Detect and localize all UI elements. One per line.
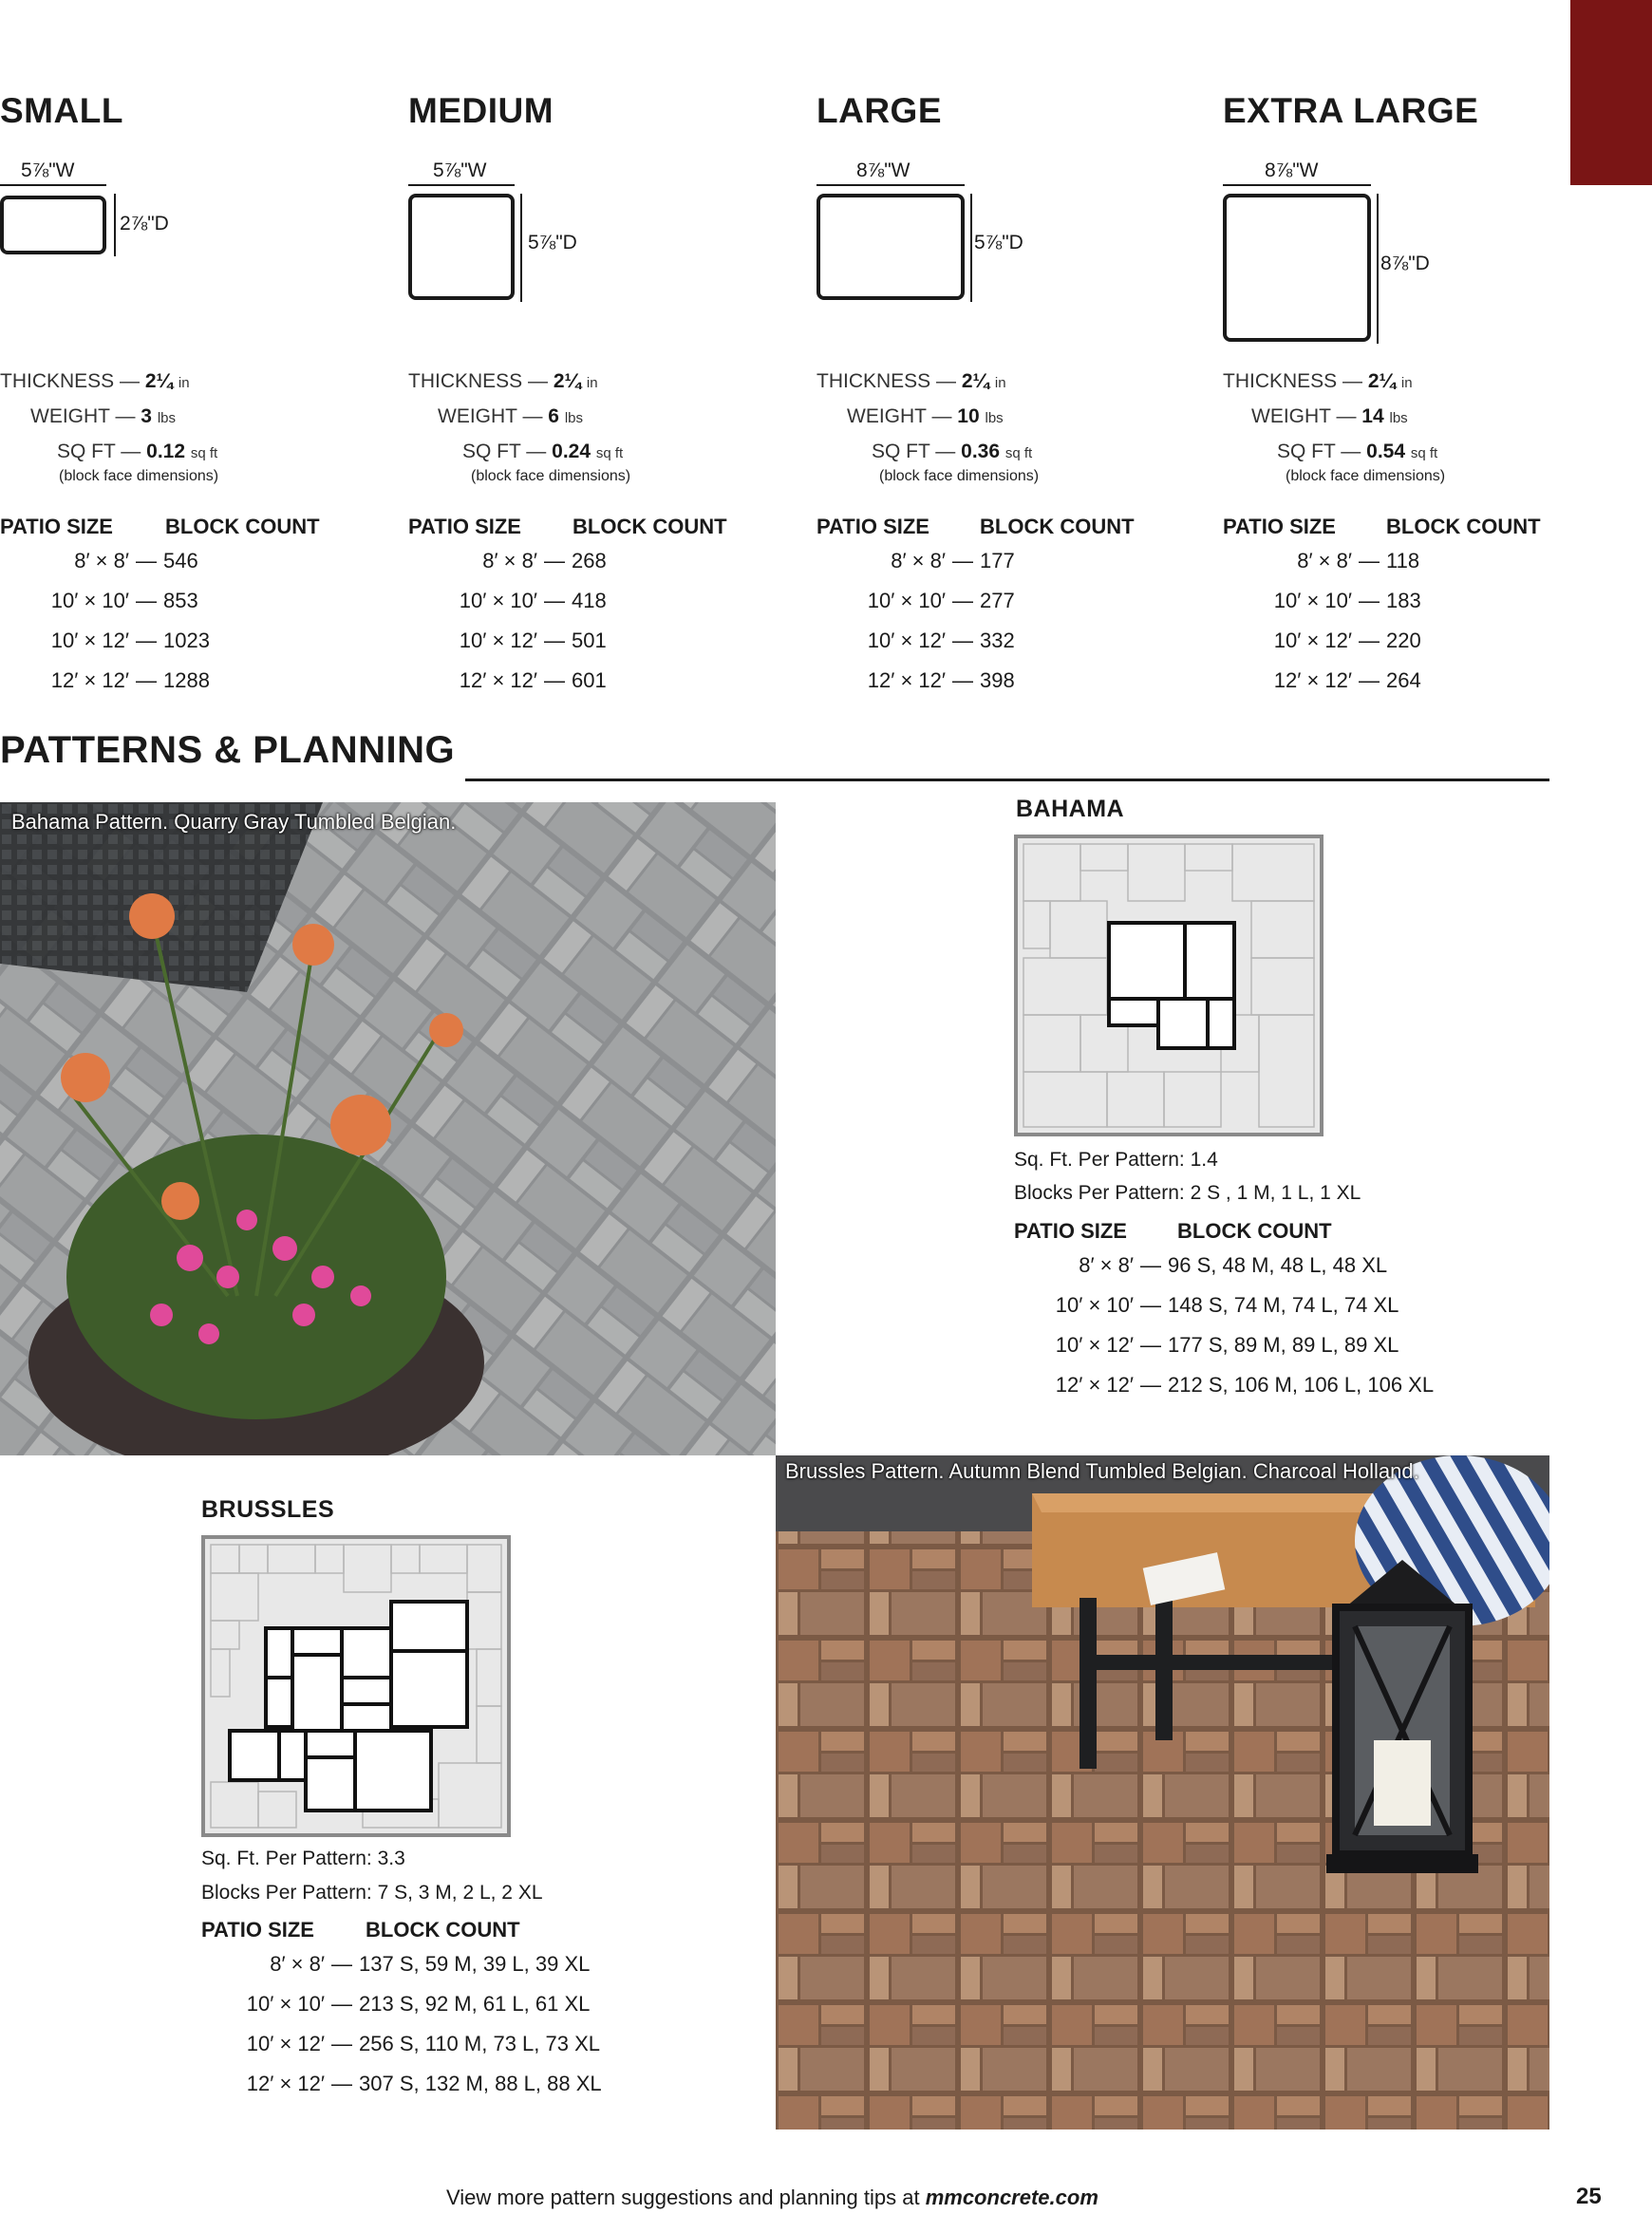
width-label: 8⅞"W bbox=[856, 159, 910, 181]
block-count-cell: 332 bbox=[980, 629, 1015, 652]
sqft-unit: sq ft bbox=[595, 445, 624, 461]
block-count-cell: 853 bbox=[163, 589, 198, 612]
thickness-spec bbox=[0, 370, 190, 393]
dash-separator: — bbox=[1359, 549, 1380, 572]
dash-separator: — bbox=[544, 629, 565, 652]
dash-separator: — bbox=[331, 2032, 352, 2055]
thickness-value: 2¼ bbox=[553, 370, 582, 392]
width-line bbox=[817, 184, 965, 186]
block-count-cell: 398 bbox=[980, 668, 1015, 692]
block-count-cell: 213 S, 92 M, 61 L, 61 XL bbox=[359, 1992, 591, 2016]
width-label: 8⅞"W bbox=[1265, 159, 1319, 181]
weight-spec bbox=[30, 405, 176, 428]
depth-line bbox=[520, 194, 522, 302]
thickness-value: 2¼ bbox=[961, 370, 990, 392]
weight-label: WEIGHT — bbox=[847, 405, 952, 427]
size-title: MEDIUM bbox=[408, 91, 554, 130]
patio-size-cell: 10′ × 12′ bbox=[867, 629, 946, 652]
block-count-cell: 118 bbox=[1386, 549, 1420, 572]
footer-link[interactable]: mmconcrete.com bbox=[925, 2186, 1098, 2209]
block-count-cell: 1023 bbox=[163, 629, 210, 652]
width-label: 5⅞"W bbox=[21, 159, 75, 181]
sqft-spec bbox=[872, 441, 1032, 463]
thickness-value: 2¼ bbox=[1367, 370, 1397, 392]
weight-value: 3 bbox=[141, 405, 152, 427]
bahama-photo-image bbox=[0, 802, 776, 1455]
dash-separator: — bbox=[544, 549, 565, 572]
dash-separator: — bbox=[136, 668, 157, 692]
sqft-spec bbox=[1277, 441, 1437, 463]
table-row bbox=[201, 1992, 590, 2017]
width-line bbox=[0, 184, 106, 186]
brussles-sqft-per-pattern: Sq. Ft. Per Pattern: 3.3 bbox=[201, 1848, 405, 1869]
size-title: EXTRA LARGE bbox=[1223, 91, 1479, 130]
dash-separator: — bbox=[1359, 589, 1380, 612]
table-row bbox=[408, 589, 607, 613]
thickness-spec bbox=[408, 370, 598, 393]
block-face-note: (block face dimensions) bbox=[471, 468, 631, 484]
patio-size-header: PATIO SIZE bbox=[1014, 1219, 1127, 1243]
block-count-cell: 148 S, 74 M, 74 L, 74 XL bbox=[1168, 1293, 1399, 1317]
patio-size-cell: 10′ × 10′ bbox=[246, 1992, 325, 2016]
patio-size-cell: 8′ × 8′ bbox=[1297, 549, 1352, 572]
patio-size-cell: 10′ × 10′ bbox=[50, 589, 129, 612]
patio-size-header: PATIO SIZE bbox=[817, 515, 929, 538]
sqft-value: 0.24 bbox=[552, 441, 591, 462]
weight-unit: lbs bbox=[564, 410, 584, 426]
weight-label: WEIGHT — bbox=[438, 405, 543, 427]
page-number: 25 bbox=[1576, 2184, 1602, 2209]
width-line bbox=[1223, 184, 1371, 186]
sqft-value: 0.54 bbox=[1366, 441, 1406, 462]
dash-separator: — bbox=[1140, 1253, 1161, 1277]
table-row bbox=[1014, 1333, 1399, 1358]
sqft-spec bbox=[57, 441, 217, 463]
block-outline bbox=[1223, 194, 1371, 342]
block-count-cell: 220 bbox=[1386, 629, 1421, 652]
sqft-label: SQ FT — bbox=[1277, 441, 1361, 462]
weight-value: 10 bbox=[957, 405, 980, 427]
block-outline bbox=[817, 194, 965, 300]
patio-size-header: PATIO SIZE bbox=[201, 1918, 314, 1942]
sqft-unit: sq ft bbox=[190, 445, 218, 461]
block-count-header: BLOCK COUNT bbox=[366, 1918, 520, 1942]
thickness-value: 2¼ bbox=[144, 370, 174, 392]
patio-size-cell: 10′ × 12′ bbox=[50, 629, 129, 652]
table-row bbox=[817, 668, 1015, 693]
weight-value: 6 bbox=[548, 405, 559, 427]
dash-separator: — bbox=[136, 549, 157, 572]
sqft-value: 0.36 bbox=[961, 441, 1001, 462]
patio-size-header: PATIO SIZE bbox=[408, 515, 521, 538]
sqft-value: 0.12 bbox=[146, 441, 186, 462]
depth-label: 8⅞"D bbox=[1380, 253, 1430, 274]
patio-size-cell: 10′ × 12′ bbox=[459, 629, 537, 652]
sqft-label: SQ FT — bbox=[57, 441, 141, 462]
dash-separator: — bbox=[331, 2072, 352, 2095]
block-count-cell: 546 bbox=[163, 549, 198, 572]
block-count-header: BLOCK COUNT bbox=[1386, 515, 1541, 538]
dash-separator: — bbox=[1140, 1333, 1161, 1357]
thickness-unit: in bbox=[994, 375, 1006, 391]
patio-size-cell: 12′ × 12′ bbox=[1273, 668, 1352, 692]
patio-size-cell: 8′ × 8′ bbox=[891, 549, 946, 572]
bahama-blocks-per-pattern: Blocks Per Pattern: 2 S , 1 M, 1 L, 1 XL bbox=[1014, 1182, 1361, 1204]
block-face-note: (block face dimensions) bbox=[879, 468, 1040, 484]
block-count-cell: 501 bbox=[572, 629, 607, 652]
block-count-cell: 418 bbox=[572, 589, 607, 612]
depth-label: 5⅞"D bbox=[974, 232, 1023, 253]
patio-size-cell: 8′ × 8′ bbox=[1079, 1253, 1134, 1277]
dash-separator: — bbox=[544, 589, 565, 612]
patio-size-cell: 12′ × 12′ bbox=[50, 668, 129, 692]
table-row bbox=[0, 629, 210, 653]
dash-separator: — bbox=[1359, 668, 1380, 692]
dash-separator: — bbox=[1140, 1293, 1161, 1317]
thickness-label: THICKNESS — bbox=[408, 370, 549, 392]
weight-value: 14 bbox=[1361, 405, 1384, 427]
table-row bbox=[0, 549, 198, 573]
table-row bbox=[201, 2072, 602, 2096]
depth-label: 5⅞"D bbox=[528, 232, 577, 253]
table-row bbox=[817, 589, 1015, 613]
dash-separator: — bbox=[1140, 1373, 1161, 1397]
patio-size-cell: 10′ × 10′ bbox=[867, 589, 946, 612]
pattern-name-brussles: BRUSSLES bbox=[201, 1496, 335, 1523]
table-row bbox=[817, 629, 1015, 653]
size-title: LARGE bbox=[817, 91, 942, 130]
bahama-photo bbox=[0, 802, 776, 1455]
dash-separator: — bbox=[952, 589, 973, 612]
thickness-spec bbox=[1223, 370, 1413, 393]
table-row bbox=[1223, 668, 1421, 693]
table-row bbox=[1223, 629, 1421, 653]
table-row bbox=[408, 629, 607, 653]
dash-separator: — bbox=[1359, 629, 1380, 652]
patio-size-cell: 10′ × 10′ bbox=[1273, 589, 1352, 612]
thickness-spec bbox=[817, 370, 1006, 393]
sqft-unit: sq ft bbox=[1004, 445, 1033, 461]
depth-label: 2⅞"D bbox=[120, 213, 169, 235]
table-row bbox=[0, 668, 210, 693]
brussles-blocks-per-pattern: Blocks Per Pattern: 7 S, 3 M, 2 L, 2 XL bbox=[201, 1882, 543, 1904]
block-face-note: (block face dimensions) bbox=[59, 468, 219, 484]
dash-separator: — bbox=[952, 549, 973, 572]
block-count-cell: 264 bbox=[1386, 668, 1421, 692]
thickness-unit: in bbox=[586, 375, 598, 391]
bahama-sqft-per-pattern: Sq. Ft. Per Pattern: 1.4 bbox=[1014, 1149, 1218, 1171]
weight-label: WEIGHT — bbox=[1251, 405, 1357, 427]
footer-note bbox=[446, 2186, 1098, 2210]
block-count-header: BLOCK COUNT bbox=[165, 515, 320, 538]
depth-line bbox=[970, 194, 972, 302]
width-label: 5⅞"W bbox=[433, 159, 487, 181]
pattern-name-bahama: BAHAMA bbox=[1016, 796, 1125, 822]
brussles-photo-image bbox=[776, 1455, 1549, 2130]
depth-line bbox=[1377, 194, 1379, 344]
sqft-label: SQ FT — bbox=[462, 441, 547, 462]
block-outline bbox=[0, 196, 106, 254]
patio-size-cell: 8′ × 8′ bbox=[270, 1952, 325, 1976]
table-row bbox=[1223, 589, 1421, 613]
block-count-cell: 212 S, 106 M, 106 L, 106 XL bbox=[1168, 1373, 1435, 1397]
dash-separator: — bbox=[952, 668, 973, 692]
dash-separator: — bbox=[331, 1992, 352, 2016]
block-count-cell: 137 S, 59 M, 39 L, 39 XL bbox=[359, 1952, 591, 1976]
chapter-tab bbox=[1570, 0, 1652, 185]
block-count-cell: 256 S, 110 M, 73 L, 73 XL bbox=[359, 2032, 600, 2055]
block-face-note: (block face dimensions) bbox=[1286, 468, 1446, 484]
block-count-header: BLOCK COUNT bbox=[1177, 1219, 1332, 1243]
table-row bbox=[1014, 1293, 1399, 1318]
patio-size-header: PATIO SIZE bbox=[0, 515, 113, 538]
block-count-cell: 277 bbox=[980, 589, 1015, 612]
thickness-unit: in bbox=[178, 375, 190, 391]
weight-label: WEIGHT — bbox=[30, 405, 136, 427]
bahama-pattern-diagram bbox=[1014, 835, 1323, 1136]
sqft-unit: sq ft bbox=[1410, 445, 1438, 461]
table-row bbox=[0, 589, 198, 613]
block-count-cell: 177 bbox=[980, 549, 1015, 572]
patio-size-cell: 12′ × 12′ bbox=[867, 668, 946, 692]
footer-text: View more pattern suggestions and planning tips at bbox=[446, 2186, 920, 2209]
block-count-cell: 601 bbox=[572, 668, 607, 692]
dash-separator: — bbox=[136, 629, 157, 652]
photo-caption: Bahama Pattern. Quarry Gray Tumbled Belgian. bbox=[11, 810, 457, 834]
brussles-photo bbox=[776, 1455, 1549, 2130]
depth-line bbox=[114, 194, 116, 256]
sqft-spec bbox=[462, 441, 623, 463]
patio-size-cell: 10′ × 10′ bbox=[459, 589, 537, 612]
block-count-cell: 307 S, 132 M, 88 L, 88 XL bbox=[359, 2072, 602, 2095]
patio-size-cell: 10′ × 12′ bbox=[1273, 629, 1352, 652]
brussles-pattern-diagram bbox=[201, 1535, 511, 1837]
patio-size-cell: 10′ × 10′ bbox=[1055, 1293, 1134, 1317]
thickness-unit: in bbox=[1400, 375, 1413, 391]
size-title: SMALL bbox=[0, 91, 123, 130]
patio-size-cell: 10′ × 12′ bbox=[1055, 1333, 1134, 1357]
sqft-label: SQ FT — bbox=[872, 441, 956, 462]
section-rule bbox=[465, 779, 1549, 781]
table-row bbox=[201, 1952, 590, 1977]
patio-size-cell: 8′ × 8′ bbox=[74, 549, 129, 572]
table-row bbox=[408, 549, 607, 573]
patio-size-header: PATIO SIZE bbox=[1223, 515, 1336, 538]
thickness-label: THICKNESS — bbox=[817, 370, 957, 392]
patio-size-cell: 8′ × 8′ bbox=[482, 549, 537, 572]
patio-size-cell: 12′ × 12′ bbox=[246, 2072, 325, 2095]
dash-separator: — bbox=[136, 589, 157, 612]
weight-spec bbox=[438, 405, 583, 428]
dash-separator: — bbox=[952, 629, 973, 652]
table-row bbox=[1014, 1373, 1434, 1398]
patio-size-cell: 12′ × 12′ bbox=[1055, 1373, 1134, 1397]
table-row bbox=[1223, 549, 1419, 573]
table-row bbox=[817, 549, 1015, 573]
width-line bbox=[408, 184, 515, 186]
table-row bbox=[1014, 1253, 1387, 1278]
table-row bbox=[201, 2032, 600, 2056]
weight-spec bbox=[847, 405, 1004, 428]
block-count-cell: 268 bbox=[572, 549, 607, 572]
thickness-label: THICKNESS — bbox=[0, 370, 141, 392]
patio-size-cell: 10′ × 12′ bbox=[246, 2032, 325, 2055]
block-count-cell: 96 S, 48 M, 48 L, 48 XL bbox=[1168, 1253, 1388, 1277]
weight-unit: lbs bbox=[1389, 410, 1408, 426]
block-outline bbox=[408, 194, 515, 300]
section-title: PATTERNS & PLANNING bbox=[0, 729, 456, 771]
block-count-cell: 183 bbox=[1386, 589, 1421, 612]
table-row bbox=[408, 668, 607, 693]
patio-size-cell: 12′ × 12′ bbox=[459, 668, 537, 692]
block-count-cell: 177 S, 89 M, 89 L, 89 XL bbox=[1168, 1333, 1399, 1357]
weight-spec bbox=[1251, 405, 1408, 428]
weight-unit: lbs bbox=[157, 410, 177, 426]
thickness-label: THICKNESS — bbox=[1223, 370, 1363, 392]
weight-unit: lbs bbox=[985, 410, 1004, 426]
dash-separator: — bbox=[544, 668, 565, 692]
dash-separator: — bbox=[331, 1952, 352, 1976]
block-count-cell: 1288 bbox=[163, 668, 210, 692]
block-count-header: BLOCK COUNT bbox=[573, 515, 727, 538]
block-count-header: BLOCK COUNT bbox=[980, 515, 1135, 538]
photo-caption: Brussles Pattern. Autumn Blend Tumbled Belgian. Charcoal Holland. bbox=[785, 1459, 1419, 1483]
